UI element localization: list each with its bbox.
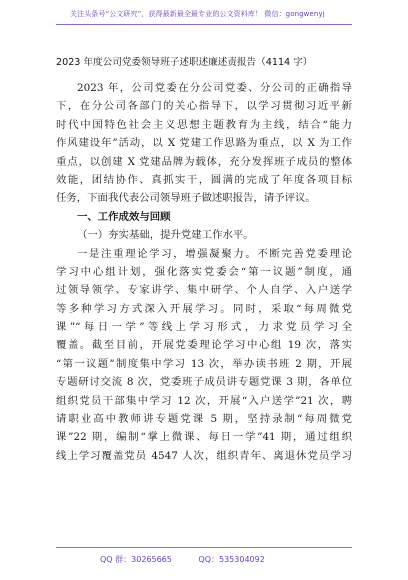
section-heading: 一、工作成效与回顾: [77, 210, 171, 223]
body-line: 效能，团结协作、真抓实干，圆满的完成了年度各项目标: [56, 173, 352, 186]
body-line: 课”“每日一学”等线上学习形式，力求党员学习全: [56, 321, 352, 334]
footer-divider: [56, 547, 352, 548]
document-body: [56, 79, 352, 465]
body-line: 专题研讨交流 8 次，党委班子成员讲专题党课 3 期，各单位: [56, 376, 352, 389]
body-line: 学习中心组计划，强化落实党委会“第一议题”制度，通: [56, 265, 352, 278]
body-line: 时代中国特色社会主义思想主题教育为主线，结合“能力: [56, 118, 352, 131]
body-line: 重点，以创建 X 党建品牌为载体，充分发挥班子成员的整体: [56, 155, 352, 168]
body-line: 过领导领学、专家讲学、集中研学、个人自学、入户送学: [56, 284, 352, 297]
footer-contact: [100, 553, 330, 567]
body-line: 线上学习覆盖党员 4547 人次，组织青年、离退休党员学习: [56, 449, 352, 462]
header-divider: [56, 24, 352, 25]
document-title: 2023 年度公司党委领导班子述职述廉述责报告（4114 字）: [56, 57, 313, 68]
header-banner: 关注头条号“公文研究”，获得最新最全最专业的公文资料库！ 微信：gongwenyj: [70, 10, 325, 18]
body-line: 一是注重理论学习，增强凝聚力。不断完善党委理论: [77, 247, 352, 260]
body-line: 2023 年，公司党委在分公司党委、分公司的正确指导: [77, 82, 352, 94]
body-line: “第一议题”制度集中学习 13 次，举办读书班 2 期，开展: [56, 357, 352, 370]
body-line: 课”22 期，编制“掌上微课、每日一学”41 期，通过组织: [56, 431, 352, 444]
body-line: 覆盖。截至目前，开展党委理论学习中心组 19 次，落实: [56, 339, 352, 352]
body-line: 下，在分公司各部门的关心指导下，以学习贯彻习近平新: [56, 100, 352, 113]
body-line: 请职业高中教师讲专题党课 5 期，坚持录制“每周微党: [56, 413, 352, 426]
footer-qq: QQ：535304092: [198, 555, 265, 564]
body-line: 等多种学习方式深入开展学习。同时，采取“每周微党: [56, 302, 352, 315]
footer-qq-group: QQ 群：30265665: [100, 555, 172, 564]
body-line: 任务，下面我代表公司领导班子做述职报告，请予评议。: [56, 192, 316, 205]
body-line: 作风建设年”活动，以 X 党建工作思路为重点，以 X 为工作: [56, 137, 352, 150]
body-line: （一）夯实基础，提升党建工作水平。: [77, 229, 254, 242]
body-line: 组织党员干部集中学习 12 次，开展“入户送学”21 次，聘: [56, 394, 352, 407]
